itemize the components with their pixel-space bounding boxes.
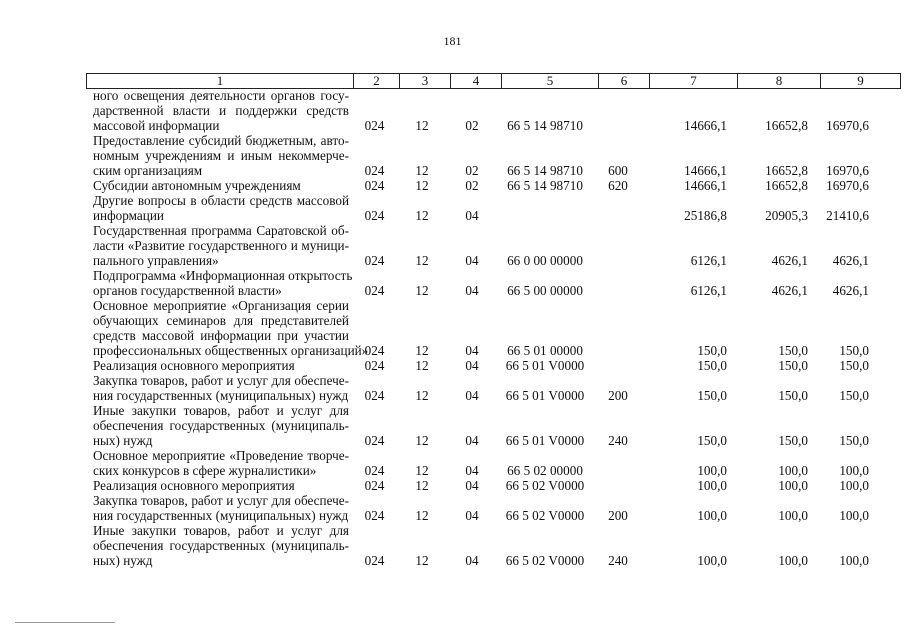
table-row [0,478,905,493]
header-col-9: 9 [857,73,864,88]
cell-col-9: 16970,6 [826,163,869,178]
cell-col-4: 04 [465,463,479,478]
cell-col-5: 66 5 01 00000 [507,343,583,358]
cell-col-3: 12 [415,388,429,403]
cell-col-2: 024 [364,388,385,403]
cell-col-5: 66 0 00 00000 [507,253,583,268]
cell-col-3: 12 [415,283,429,298]
description-line: Реализация основного мероприятия [93,478,295,493]
cell-col-9: 100,0 [839,508,869,523]
cell-col-7: 25186,8 [684,208,727,223]
cell-col-5: 66 5 14 98710 [507,118,583,133]
cell-col-9: 100,0 [839,478,869,493]
cell-col-4: 04 [465,478,479,493]
cell-col-6: 240 [608,553,628,568]
table-row [0,193,905,223]
cell-col-4: 04 [465,388,479,403]
table-row [0,298,905,358]
header-col-4: 4 [451,74,502,88]
header-col-6: 6 [599,74,650,88]
cell-col-9: 100,0 [839,553,869,568]
description-line: Основное мероприятие «Организация серии [93,298,349,313]
cell-col-4: 02 [465,178,479,193]
cell-col-7: 14666,1 [684,118,727,133]
description-line: номным учреждениям и иным некоммерче- [93,148,349,163]
header-col-7: 7 [650,74,738,88]
description-line: ния государственных (муниципальных) нужд [93,388,349,403]
cell-col-7: 150,0 [697,433,727,448]
cell-col-8: 4626,1 [771,253,808,268]
table-header [86,73,901,89]
description-line: органов государственной власти» [93,283,282,298]
cell-col-2: 024 [364,118,385,133]
cell-col-9: 4626,1 [832,283,869,298]
cell-col-8: 16652,8 [765,178,808,193]
budget-table [0,88,905,568]
table-row [0,178,905,193]
cell-col-5: 66 5 01 V0000 [505,358,585,373]
cell-col-2: 024 [364,253,385,268]
cell-col-9: 150,0 [839,358,869,373]
cell-col-5: 66 5 14 98710 [507,163,583,178]
cell-col-6: 200 [608,508,628,523]
cell-col-2: 024 [364,358,385,373]
cell-col-3: 12 [415,478,429,493]
description-line: Иные закупки товаров, работ и услуг для [93,523,349,538]
cell-col-2: 024 [364,463,385,478]
cell-col-5: 66 5 02 00000 [507,463,583,478]
table-row [0,268,905,298]
description-line: ния государственных (муниципальных) нужд [93,508,349,523]
description-line: Реализация основного мероприятия [93,358,295,373]
header-col-3: 3 [400,74,451,88]
cell-col-5: 66 5 02 V0000 [505,553,585,568]
cell-col-3: 12 [415,253,429,268]
cell-col-3: 12 [415,118,429,133]
cell-col-7: 150,0 [697,358,727,373]
header-col-8: 8 [738,74,821,88]
cell-col-4: 04 [465,253,479,268]
description-line: ных) нужд [93,553,153,568]
cell-col-9: 4626,1 [832,253,869,268]
cell-col-4: 04 [465,343,479,358]
cell-col-7: 100,0 [697,508,727,523]
cell-col-3: 12 [415,463,429,478]
cell-col-8: 150,0 [778,358,808,373]
cell-col-5: 66 5 02 V0000 [505,508,585,523]
cell-col-6: 240 [608,433,628,448]
cell-col-8: 16652,8 [765,163,808,178]
cell-col-8: 150,0 [778,433,808,448]
cell-col-6: 200 [608,388,628,403]
cell-col-6: 620 [608,178,628,193]
table-row [0,133,905,178]
cell-col-2: 024 [364,508,385,523]
description-line: Закупка товаров, работ и услуг для обеспече- [93,373,349,388]
cell-col-2: 024 [364,178,385,193]
description-line: Предоставление субсидий бюджетным, авто- [93,133,349,148]
cell-col-5: 66 5 01 V0000 [505,388,585,403]
description-line: обеспечения государственных (муниципаль- [93,418,349,433]
cell-col-2: 024 [364,433,385,448]
cell-col-4: 02 [465,163,479,178]
cell-col-3: 12 [415,163,429,178]
cell-col-8: 16652,8 [765,118,808,133]
cell-col-7: 150,0 [697,388,727,403]
description-line: Субсидии автономным учреждениям [93,178,301,193]
cell-col-4: 04 [465,358,479,373]
cell-col-9: 150,0 [839,388,869,403]
cell-col-8: 100,0 [778,478,808,493]
description-line: дарственной власти и поддержки средств [93,103,349,118]
table-row [0,223,905,268]
description-line: информации [93,208,164,223]
cell-col-4: 02 [465,118,479,133]
cell-col-4: 04 [465,283,479,298]
cell-col-9: 150,0 [839,343,869,358]
cell-col-2: 024 [364,163,385,178]
description-line: Иные закупки товаров, работ и услуг для [93,403,349,418]
description-line: ских конкурсов в сфере журналистики» [93,463,317,478]
cell-col-8: 4626,1 [771,283,808,298]
header-col-5: 5 [502,74,599,88]
cell-col-5: 66 5 02 V0000 [505,478,585,493]
cell-col-7: 150,0 [697,343,727,358]
cell-col-3: 12 [415,208,429,223]
table-row [0,493,905,523]
cell-col-7: 100,0 [697,478,727,493]
header-col-1: 1 [87,74,354,88]
cell-col-7: 100,0 [697,553,727,568]
cell-col-2: 024 [364,343,385,358]
description-line: профессиональных общественных организаций» [93,343,369,358]
cell-col-7: 14666,1 [684,178,727,193]
cell-col-9: 16970,6 [826,178,869,193]
cell-col-8: 20905,3 [765,208,808,223]
description-line: массовой информации [93,118,220,133]
cell-col-5: 66 5 00 00000 [507,283,583,298]
table-row [0,358,905,373]
description-line: ных) нужд [93,433,153,448]
cell-col-3: 12 [415,553,429,568]
description-line: обеспечения государственных (муниципаль- [93,538,349,553]
cell-col-8: 100,0 [778,508,808,523]
description-line: пального управления» [93,253,219,268]
cell-col-9: 100,0 [839,463,869,478]
cell-col-3: 12 [415,433,429,448]
cell-col-9: 21410,6 [826,208,869,223]
description-line: Государственная программа Саратовской об- [93,223,349,238]
page-number: 181 [443,34,462,48]
description-line: ласти «Развитие государственного и муници- [93,238,349,253]
cell-col-2: 024 [364,283,385,298]
cell-col-8: 100,0 [778,553,808,568]
cell-col-7: 6126,1 [690,283,727,298]
table-row [0,448,905,478]
cell-col-8: 150,0 [778,388,808,403]
cell-col-8: 150,0 [778,343,808,358]
description-line: Подпрограмма «Информационная открытость [93,268,353,283]
description-line: обучающих семинаров для представителей [93,313,349,328]
description-line: средств массовой информации при участии [93,328,349,343]
cell-col-3: 12 [415,343,429,358]
cell-col-9: 16970,6 [826,118,869,133]
cell-col-7: 100,0 [697,463,727,478]
description-line: Закупка товаров, работ и услуг для обеспече- [93,493,349,508]
cell-col-8: 100,0 [778,463,808,478]
table-row [0,373,905,403]
cell-col-9: 150,0 [839,433,869,448]
table-row [0,523,905,568]
cell-col-7: 14666,1 [684,163,727,178]
cell-col-7: 6126,1 [690,253,727,268]
footer-rule [15,622,115,623]
cell-col-4: 04 [465,208,479,223]
table-row [0,88,905,133]
description-line: Основное мероприятие «Проведение творче- [93,448,349,463]
description-line: Другие вопросы в области средств массовой [93,193,349,208]
cell-col-3: 12 [415,358,429,373]
cell-col-2: 024 [364,478,385,493]
cell-col-5: 66 5 01 V0000 [505,433,585,448]
cell-col-4: 04 [465,553,479,568]
cell-col-2: 024 [364,553,385,568]
description-line: ским организациям [93,163,203,178]
cell-col-5: 66 5 14 98710 [507,178,583,193]
cell-col-2: 024 [364,208,385,223]
cell-col-6: 600 [608,163,628,178]
cell-col-3: 12 [415,508,429,523]
table-row [0,403,905,448]
description-line: ного освещения деятельности органов госу- [93,88,349,103]
cell-col-4: 04 [465,433,479,448]
cell-col-3: 12 [415,178,429,193]
cell-col-4: 04 [465,508,479,523]
header-col-2: 2 [354,74,400,88]
